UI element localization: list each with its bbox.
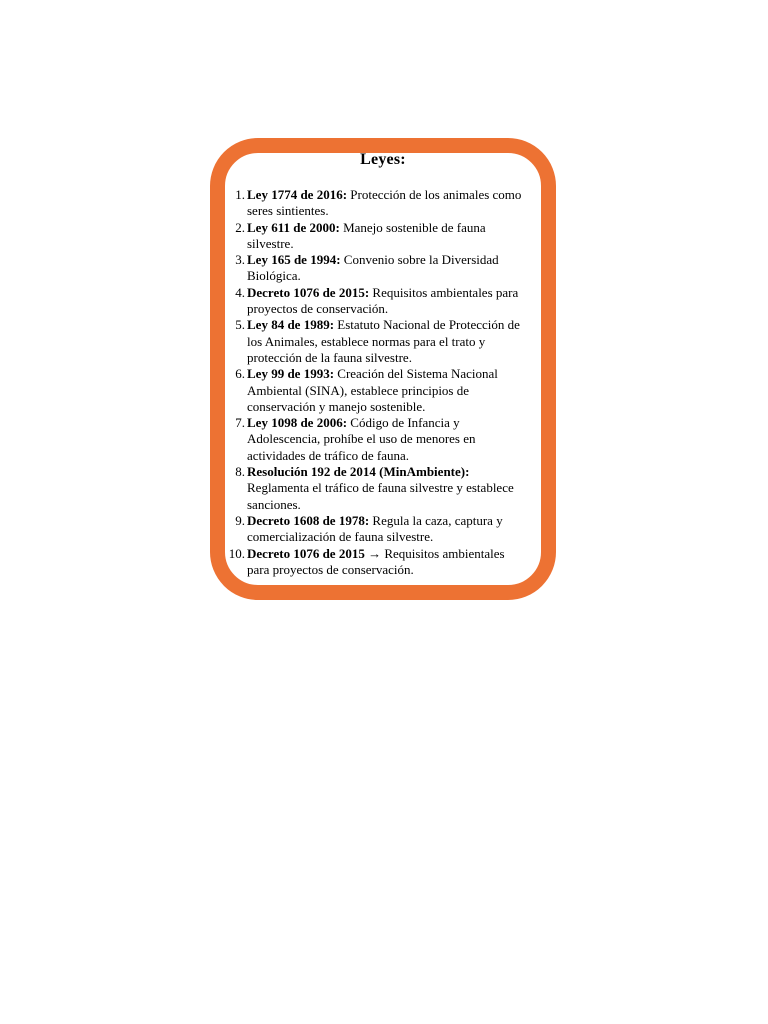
law-item-title: Ley 1774 de 2016: [247, 187, 348, 202]
law-item-title: Decreto 1076 de 2015 [247, 545, 365, 561]
card-title: Leyes: [360, 151, 406, 168]
law-item-description: Reglamenta el tráfico de fauna silvestre y establece sanciones. [247, 480, 514, 512]
law-item-7 [225, 415, 525, 464]
law-item-2 [225, 220, 525, 253]
law-item-description: Estatuto Nacional de Protección de los Animales, establece normas para el trato y protección de la fauna silvestre. [247, 317, 520, 365]
law-item-number: 5. [235, 317, 245, 333]
law-item-number: 3. [235, 252, 245, 268]
law-item-10 [225, 546, 525, 579]
law-item-title: Resolución 192 de 2014 (MinAmbiente): [247, 464, 470, 480]
law-item-number: 4. [235, 284, 245, 300]
law-item-3 [225, 252, 525, 285]
law-item-title: Ley 1098 de 2006: [247, 415, 348, 431]
law-item-description: Protección de los animales como seres sintientes. [247, 187, 522, 219]
law-item-4 [225, 285, 525, 318]
law-item-description: Convenio sobre la Diversidad Biológica. [247, 252, 499, 284]
law-item-description: Manejo sostenible de fauna silvestre. [247, 219, 486, 251]
law-item-6 [225, 366, 525, 415]
law-item-number: 2. [235, 219, 245, 235]
law-item-1 [225, 187, 525, 220]
law-item-number: 8. [235, 464, 245, 480]
law-item-title: Ley 165 de 1994: [247, 252, 341, 268]
law-item-title: Ley 84 de 1989: [247, 317, 335, 333]
law-item-number: 6. [235, 366, 245, 382]
law-item-number: 1. [235, 187, 245, 202]
law-item-description: → Requisitos ambientales para proyectos de conservación. [247, 545, 505, 577]
law-item-number: 9. [235, 512, 245, 528]
law-item-number: 7. [235, 415, 245, 431]
law-item-title: Ley 611 de 2000: [247, 219, 340, 235]
law-item-title: Ley 99 de 1993: [247, 366, 335, 382]
law-item-description: Creación del Sistema Nacional Ambiental (SINA), establece principios de conservación y manejo sostenible. [247, 366, 498, 414]
law-item-9 [225, 513, 525, 546]
law-item-title: Decreto 1076 de 2015: [247, 284, 370, 300]
laws-card [210, 138, 556, 600]
law-item-title: Decreto 1608 de 1978: [247, 512, 370, 528]
law-item-description: Regula la caza, captura y comercialización de fauna silvestre. [247, 512, 503, 545]
law-item-description: Código de Infancia y Adolescencia, prohíbe el uso de menores en actividades de tráfico de fauna. [247, 415, 476, 463]
law-item-5 [225, 317, 525, 366]
law-item-number: 10. [228, 545, 245, 561]
law-item-8 [225, 464, 525, 513]
laws-list [225, 187, 525, 578]
law-item-description: Requisitos ambientales para proyectos de conservación. [247, 284, 519, 317]
